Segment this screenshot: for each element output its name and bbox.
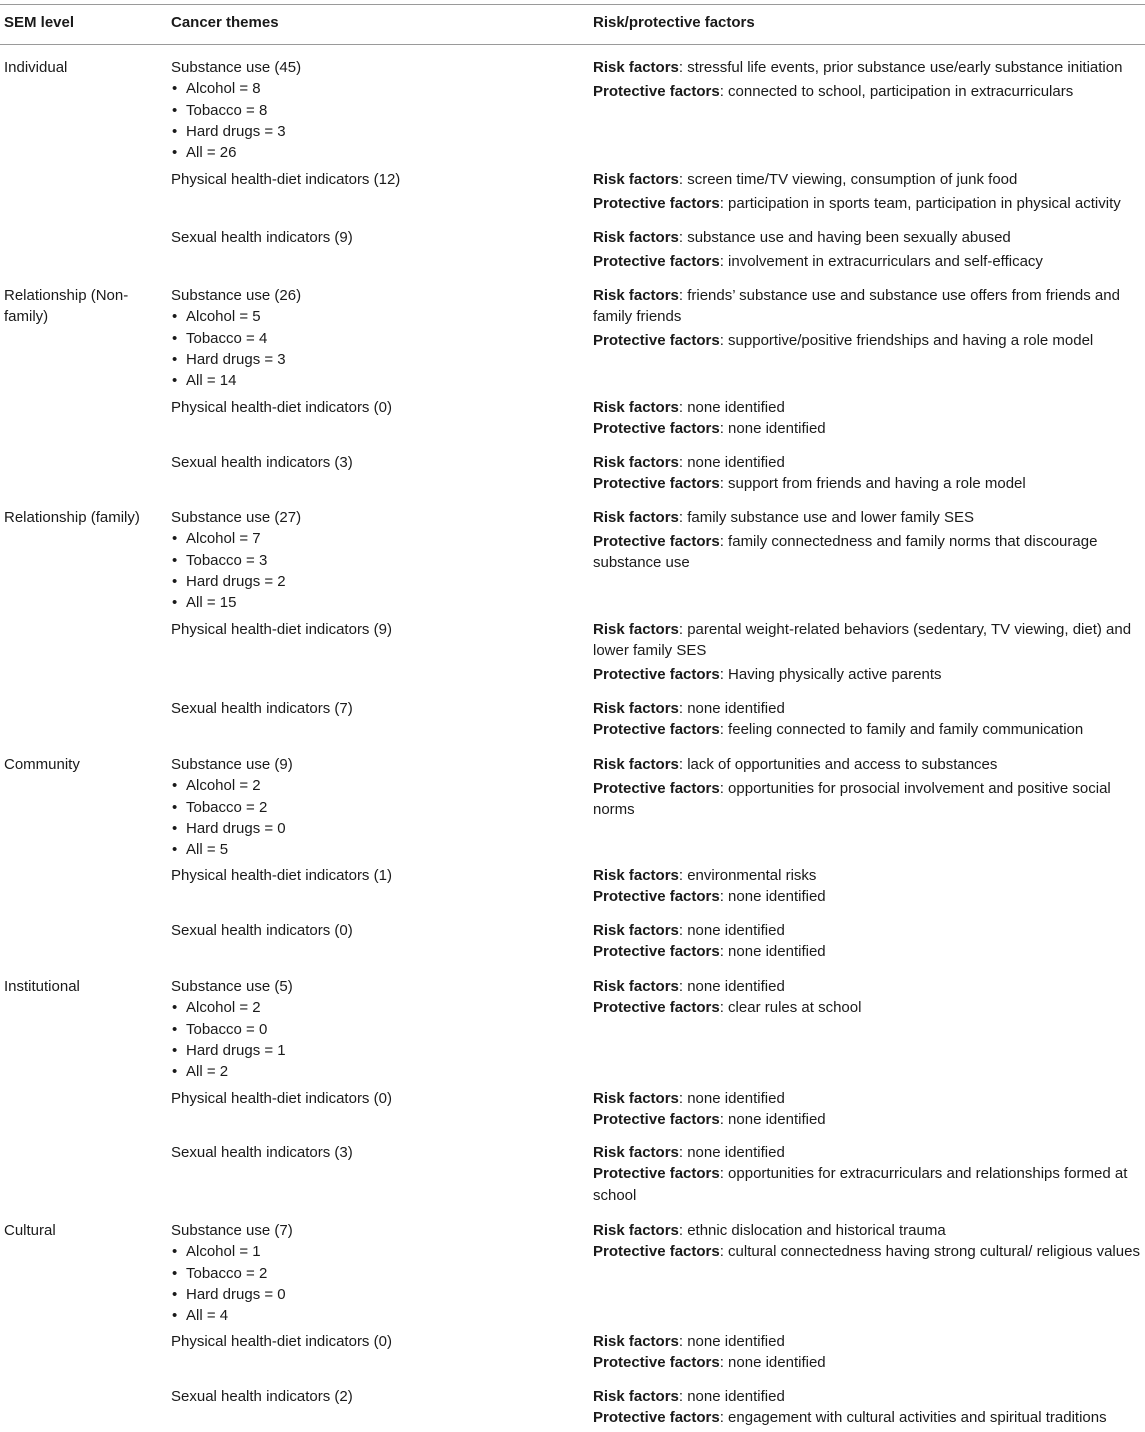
protective-factors <box>593 531 1143 574</box>
risk-protective-cell <box>593 397 1143 442</box>
risk-factors <box>593 865 1143 886</box>
substance-breakdown-list <box>171 1241 581 1326</box>
risk-protective-cell <box>593 1142 1143 1208</box>
risk-protective-cell <box>593 920 1143 965</box>
protective-factors-label: Protective factors <box>593 1111 720 1129</box>
header-cancer-themes: Cancer themes <box>171 14 279 31</box>
risk-factors-label: Risk factors <box>593 1388 679 1405</box>
cancer-theme-cell <box>171 1220 581 1326</box>
cancer-theme-title: Sexual health indicators (9) <box>171 229 353 246</box>
protective-factors-text: : engagement with cultural activities and spiritual traditions <box>719 1409 1107 1427</box>
protective-factors <box>593 193 1143 214</box>
cancer-theme-title: Physical health-diet indicators (0) <box>171 1090 392 1107</box>
cancer-theme-cell <box>171 507 581 613</box>
substance-breakdown-item: • Tobacco = 3 <box>171 550 581 571</box>
risk-protective-cell <box>593 169 1143 216</box>
risk-factors-text: : screen time/TV viewing, consumption of junk food <box>678 171 1018 188</box>
risk-protective-cell <box>593 452 1143 497</box>
protective-factors-text: : cultural connectedness having strong cultural/ religious values <box>719 1243 1140 1261</box>
protective-factors-label: Protective factors <box>593 252 720 270</box>
risk-protective-cell <box>593 285 1143 354</box>
table-header-rule <box>0 44 1145 45</box>
cancer-theme-cell <box>171 452 581 473</box>
risk-factors <box>593 976 1143 997</box>
cancer-theme-cell <box>171 976 581 1082</box>
risk-protective-cell <box>593 227 1143 274</box>
cancer-theme-cell <box>171 57 581 163</box>
cancer-theme-cell <box>171 865 581 886</box>
cancer-theme-title: Physical health-diet indicators (9) <box>171 621 392 638</box>
substance-breakdown-item: • Tobacco = 4 <box>171 328 581 349</box>
protective-factors-text: : none identified <box>719 1354 826 1372</box>
sem-level-cell: Individual <box>4 59 68 76</box>
risk-factors <box>593 169 1143 190</box>
cancer-theme-title: Substance use (9) <box>171 756 293 773</box>
sem-level-cell: Relationship (family) <box>4 509 140 526</box>
cancer-theme-title: Sexual health indicators (2) <box>171 1388 353 1405</box>
protective-factors <box>593 473 1143 494</box>
substance-breakdown-item: • All = 26 <box>171 142 581 163</box>
protective-factors-text: : none identified <box>719 888 826 906</box>
protective-factors-text: : family connectedness and family norms that discourage substance use <box>593 532 1098 571</box>
protective-factors-label: Protective factors <box>593 1409 720 1427</box>
cancer-theme-cell <box>171 1088 581 1109</box>
risk-factors-text: : stressful life events, prior substance use/early substance initiation <box>678 59 1123 76</box>
protective-factors <box>593 1352 1143 1373</box>
cancer-theme-cell <box>171 1386 581 1407</box>
risk-factors-text: : ethnic dislocation and historical trauma <box>678 1222 946 1239</box>
risk-factors-label: Risk factors <box>593 171 679 188</box>
risk-factors-label: Risk factors <box>593 1222 679 1239</box>
risk-factors <box>593 285 1143 328</box>
cancer-theme-cell <box>171 619 581 640</box>
protective-factors <box>593 81 1143 102</box>
protective-factors <box>593 330 1143 351</box>
cancer-theme-cell <box>171 227 581 248</box>
protective-factors-label: Protective factors <box>593 943 720 961</box>
risk-factors-text: : parental weight-related behaviors (sedentary, TV viewing, diet) and lower family SES <box>593 621 1132 660</box>
header-risk-protective-factors: Risk/protective factors <box>593 14 755 31</box>
protective-factors-label: Protective factors <box>593 779 720 797</box>
risk-protective-cell <box>593 698 1143 743</box>
cancer-theme-title: Sexual health indicators (7) <box>171 700 353 717</box>
risk-protective-cell <box>593 976 1143 1021</box>
substance-breakdown-item: • Hard drugs = 0 <box>171 1284 581 1305</box>
cancer-theme-title: Sexual health indicators (0) <box>171 922 353 939</box>
protective-factors <box>593 778 1143 821</box>
risk-factors <box>593 507 1143 528</box>
sem-level-cell: Relationship (Non-family) <box>4 287 129 326</box>
risk-factors-label: Risk factors <box>593 1144 679 1161</box>
substance-breakdown-item: • Tobacco = 8 <box>171 100 581 121</box>
protective-factors-label: Protective factors <box>593 1354 720 1372</box>
cancer-theme-title: Substance use (7) <box>171 1222 293 1239</box>
protective-factors-text: : none identified <box>719 943 826 961</box>
risk-protective-cell <box>593 865 1143 910</box>
risk-factors <box>593 1088 1143 1109</box>
substance-breakdown-list <box>171 306 581 391</box>
protective-factors-label: Protective factors <box>593 999 720 1017</box>
protective-factors <box>593 719 1143 740</box>
substance-breakdown-item: • Hard drugs = 2 <box>171 571 581 592</box>
cancer-theme-title: Physical health-diet indicators (0) <box>171 399 392 416</box>
substance-breakdown-item: • All = 5 <box>171 839 581 860</box>
cancer-theme-cell <box>171 397 581 418</box>
risk-protective-cell <box>593 57 1143 104</box>
cancer-theme-title: Sexual health indicators (3) <box>171 1144 353 1161</box>
risk-protective-cell <box>593 1220 1143 1265</box>
risk-factors <box>593 619 1143 662</box>
risk-factors <box>593 1220 1143 1241</box>
substance-breakdown-item: • Tobacco = 0 <box>171 1019 581 1040</box>
risk-factors-label: Risk factors <box>593 454 679 471</box>
risk-factors-label: Risk factors <box>593 922 679 939</box>
risk-factors-text: : none identified <box>678 1144 785 1161</box>
risk-factors-label: Risk factors <box>593 621 679 638</box>
substance-breakdown-list <box>171 775 581 860</box>
substance-breakdown-list <box>171 78 581 163</box>
protective-factors <box>593 1163 1143 1206</box>
risk-protective-cell <box>593 507 1143 576</box>
protective-factors-text: : none identified <box>719 1111 826 1129</box>
protective-factors-label: Protective factors <box>593 888 720 906</box>
risk-factors <box>593 1142 1143 1163</box>
table-top-rule <box>0 4 1145 5</box>
protective-factors-text: : Having physically active parents <box>719 665 942 683</box>
substance-breakdown-item: • Alcohol = 7 <box>171 528 581 549</box>
substance-breakdown-item: • Hard drugs = 3 <box>171 121 581 142</box>
substance-breakdown-item: • Alcohol = 2 <box>171 997 581 1018</box>
substance-breakdown-item: • Alcohol = 2 <box>171 775 581 796</box>
cancer-theme-cell <box>171 1331 581 1352</box>
substance-breakdown-list <box>171 528 581 613</box>
protective-factors-text: : support from friends and having a role model <box>719 475 1026 493</box>
substance-breakdown-item: • Hard drugs = 1 <box>171 1040 581 1061</box>
protective-factors-label: Protective factors <box>593 1165 720 1183</box>
risk-factors-text: : lack of opportunities and access to substances <box>678 756 998 773</box>
protective-factors-text: : opportunities for prosocial involvement and positive social norms <box>593 779 1111 818</box>
protective-factors <box>593 664 1143 685</box>
risk-factors-label: Risk factors <box>593 1333 679 1350</box>
protective-factors-label: Protective factors <box>593 82 720 100</box>
risk-protective-cell <box>593 1331 1143 1376</box>
risk-factors <box>593 227 1143 248</box>
protective-factors <box>593 251 1143 272</box>
risk-factors-label: Risk factors <box>593 229 679 246</box>
risk-factors-text: : none identified <box>678 922 785 939</box>
risk-factors-label: Risk factors <box>593 59 679 76</box>
risk-protective-cell <box>593 1386 1143 1431</box>
cancer-theme-cell <box>171 920 581 941</box>
risk-factors-label: Risk factors <box>593 700 679 717</box>
risk-factors-label: Risk factors <box>593 1090 679 1107</box>
protective-factors-text: : connected to school, participation in extracurriculars <box>719 82 1074 100</box>
risk-factors-text: : none identified <box>678 1090 785 1107</box>
risk-factors-label: Risk factors <box>593 978 679 995</box>
risk-protective-cell <box>593 1088 1143 1133</box>
risk-protective-cell <box>593 754 1143 823</box>
risk-factors-label: Risk factors <box>593 509 679 526</box>
substance-breakdown-list <box>171 997 581 1082</box>
risk-factors-label: Risk factors <box>593 867 679 884</box>
risk-factors <box>593 57 1143 78</box>
cancer-theme-title: Substance use (27) <box>171 509 302 526</box>
cancer-theme-cell <box>171 698 581 719</box>
cancer-theme-title: Physical health-diet indicators (0) <box>171 1333 392 1350</box>
protective-factors-label: Protective factors <box>593 532 720 550</box>
protective-factors <box>593 418 1143 439</box>
protective-factors-text: : clear rules at school <box>719 999 862 1017</box>
cancer-theme-title: Physical health-diet indicators (12) <box>171 171 401 188</box>
protective-factors <box>593 941 1143 962</box>
risk-factors-text: : friends’ substance use and substance use offers from friends and family friends <box>593 287 1120 326</box>
risk-factors-text: : substance use and having been sexually abused <box>678 229 1011 246</box>
protective-factors <box>593 1109 1143 1130</box>
risk-factors-text: : family substance use and lower family SES <box>678 509 975 526</box>
protective-factors-text: : participation in sports team, participation in physical activity <box>719 194 1121 212</box>
protective-factors-label: Protective factors <box>593 475 720 493</box>
substance-breakdown-item: • Hard drugs = 0 <box>171 818 581 839</box>
cancer-theme-cell <box>171 169 581 190</box>
risk-factors <box>593 452 1143 473</box>
risk-protective-cell <box>593 619 1143 688</box>
risk-factors <box>593 397 1143 418</box>
risk-factors-label: Risk factors <box>593 756 679 773</box>
protective-factors-text: : feeling connected to family and family communication <box>719 721 1084 739</box>
protective-factors-label: Protective factors <box>593 420 720 438</box>
protective-factors-label: Protective factors <box>593 665 720 683</box>
sem-level-cell: Community <box>4 756 80 773</box>
substance-breakdown-item: • Alcohol = 8 <box>171 78 581 99</box>
risk-factors-text: : none identified <box>678 454 785 471</box>
protective-factors-label: Protective factors <box>593 331 720 349</box>
risk-factors-label: Risk factors <box>593 287 679 304</box>
protective-factors-text: : involvement in extracurriculars and self-efficacy <box>719 252 1043 270</box>
risk-factors <box>593 698 1143 719</box>
substance-breakdown-item: • Hard drugs = 3 <box>171 349 581 370</box>
protective-factors <box>593 886 1143 907</box>
protective-factors <box>593 997 1143 1018</box>
substance-breakdown-item: • All = 14 <box>171 370 581 391</box>
protective-factors-label: Protective factors <box>593 194 720 212</box>
risk-factors-text: : none identified <box>678 700 785 717</box>
protective-factors <box>593 1407 1143 1428</box>
protective-factors-label: Protective factors <box>593 721 720 739</box>
protective-factors <box>593 1241 1143 1262</box>
cancer-theme-title: Sexual health indicators (3) <box>171 454 353 471</box>
substance-breakdown-item: • Tobacco = 2 <box>171 1263 581 1284</box>
risk-factors-text: : none identified <box>678 1388 785 1405</box>
cancer-theme-title: Substance use (45) <box>171 59 302 76</box>
risk-factors-text: : none identified <box>678 978 785 995</box>
cancer-theme-title: Substance use (26) <box>171 287 302 304</box>
cancer-theme-cell <box>171 1142 581 1163</box>
protective-factors-text: : none identified <box>719 420 826 438</box>
risk-factors-text: : none identified <box>678 399 785 416</box>
substance-breakdown-item: • Alcohol = 1 <box>171 1241 581 1262</box>
sem-level-cell: Institutional <box>4 978 80 995</box>
risk-factors-text: : none identified <box>678 1333 785 1350</box>
substance-breakdown-item: • All = 2 <box>171 1061 581 1082</box>
protective-factors-text: : opportunities for extracurriculars and relationships formed at school <box>593 1165 1128 1204</box>
risk-factors <box>593 920 1143 941</box>
cancer-theme-cell <box>171 754 581 860</box>
cancer-theme-title: Physical health-diet indicators (1) <box>171 867 392 884</box>
protective-factors-text: : supportive/positive friendships and having a role model <box>719 331 1094 349</box>
substance-breakdown-item: • All = 15 <box>171 592 581 613</box>
risk-factors-label: Risk factors <box>593 399 679 416</box>
risk-factors <box>593 1331 1143 1352</box>
header-sem-level: SEM level <box>4 14 75 31</box>
substance-breakdown-item: • Tobacco = 2 <box>171 797 581 818</box>
risk-factors-text: : environmental risks <box>678 867 817 884</box>
substance-breakdown-item: • All = 4 <box>171 1305 581 1326</box>
sem-level-cell: Cultural <box>4 1222 56 1239</box>
risk-factors <box>593 1386 1143 1407</box>
risk-factors <box>593 754 1143 775</box>
cancer-theme-title: Substance use (5) <box>171 978 293 995</box>
cancer-theme-cell <box>171 285 581 391</box>
protective-factors-label: Protective factors <box>593 1243 720 1261</box>
substance-breakdown-item: • Alcohol = 5 <box>171 306 581 327</box>
